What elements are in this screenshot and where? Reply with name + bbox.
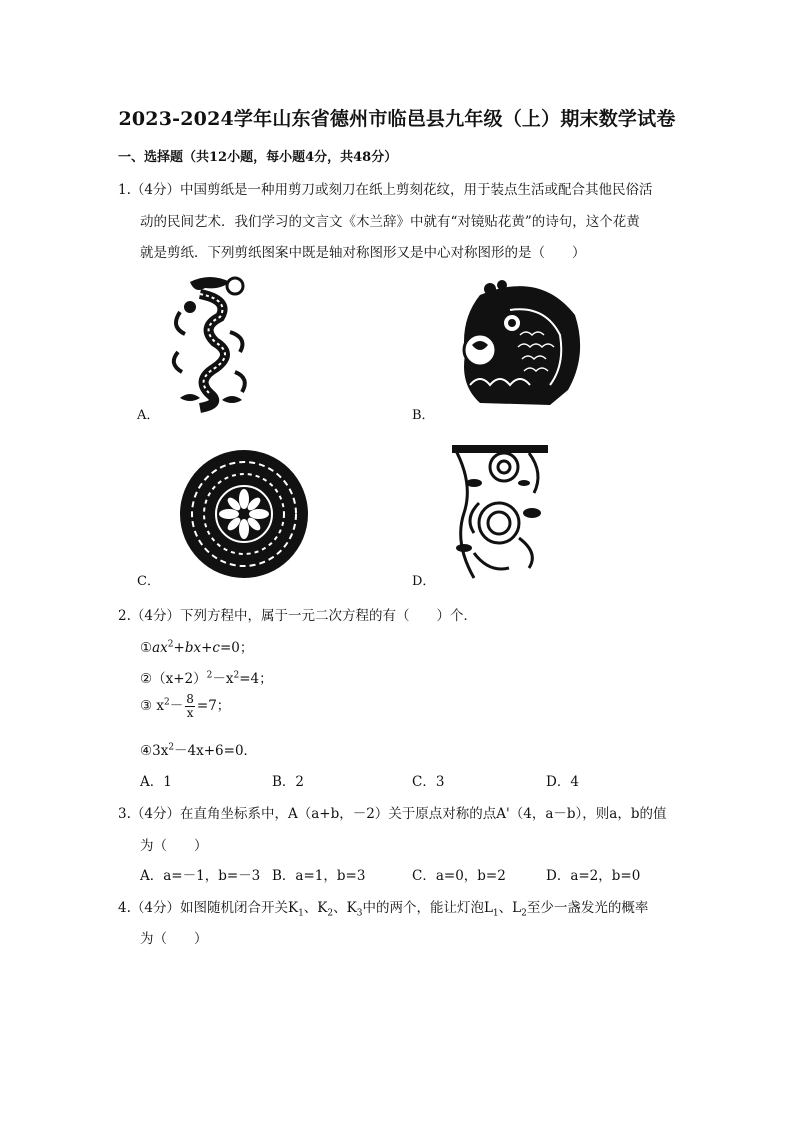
q2-option-c[interactable]: C．3 <box>412 774 445 790</box>
q2-equation-1: $①ax^2+bx+c=0$； <box>140 639 254 656</box>
q2-equation-3: ③ $x^2-$ $\frac{8}{x}$ =7； <box>140 692 231 720</box>
q1-option-b[interactable]: B． <box>412 408 435 423</box>
q1-option-d[interactable]: D． <box>412 574 436 589</box>
q3-line2: 为（ ） <box>140 838 208 854</box>
q3-option-c[interactable]: C．a=0，b=2 <box>412 868 506 884</box>
q3-option-a[interactable]: A．a=－1，b=－3 <box>140 868 261 884</box>
fish-papercut-icon <box>450 275 588 411</box>
q4-line2: 为（ ） <box>140 931 208 947</box>
q2-option-d[interactable]: D．4 <box>546 774 579 790</box>
q2-equation-4: $④3x^2-4x+6=0$． <box>140 742 258 759</box>
q1-option-a[interactable]: A． <box>137 408 160 423</box>
q3-option-d[interactable]: D．a=2，b=0 <box>546 868 641 884</box>
q3-line1: 3.（4分）在直角坐标系中，A（a+b，－2）关于原点对称的点A'（4，a－b），则a，b的值 <box>118 806 667 822</box>
q2-stem: 2.（4分）下列方程中，属于一元二次方程的有（ ）个． <box>118 608 477 624</box>
q3-option-b[interactable]: B．a=1，b=3 <box>272 868 366 884</box>
q2-equation-2: $②(x+2)^2-x^2=4$； <box>140 670 273 687</box>
q1-line1: 1.（4分）中国剪纸是一种用剪刀或刻刀在纸上剪刻花纹，用于装点生活或配合其他民俗活 <box>118 182 653 198</box>
q1-line2: 动的民间艺术．我们学习的文言文《木兰辞》中就有“对镜贴花黄”的诗句，这个花黄 <box>140 214 640 230</box>
page-title: 2023-2024学年山东省德州市临邑县九年级（上）期末数学试卷 <box>118 108 676 130</box>
q1-line3: 就是剪纸．下列剪纸图案中既是轴对称图形又是中心对称图形的是（ ） <box>140 245 586 261</box>
q1-option-c[interactable]: C． <box>137 574 160 589</box>
q2-option-b[interactable]: B．2 <box>272 774 305 790</box>
round-flower-papercut-icon <box>176 447 312 581</box>
peony-papercut-icon <box>444 443 550 581</box>
q4-line1: 4.（4分）如图随机闭合开关$K_1$、$K_2$、$K_3$中的两个，能让灯泡$L_1$、$L_2$至少一盏发光的概率 <box>118 900 649 919</box>
q2-option-a[interactable]: A．1 <box>140 774 172 790</box>
section-heading: 一、选择题（共12小题，每小题4分，共48分） <box>118 150 398 165</box>
dragon-papercut-icon <box>160 272 260 414</box>
